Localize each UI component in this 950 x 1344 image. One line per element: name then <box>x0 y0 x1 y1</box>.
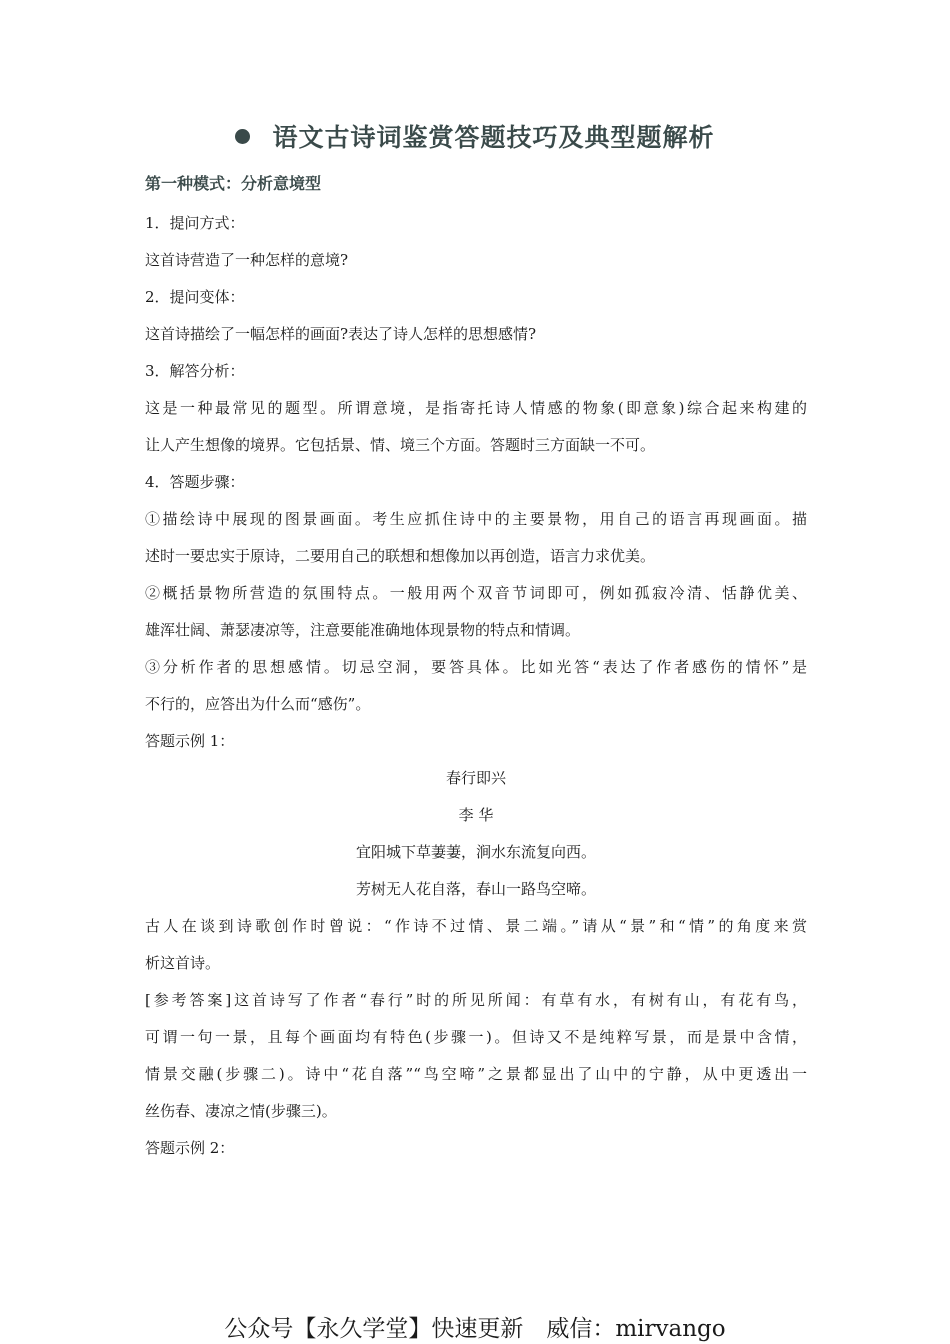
answer-analysis-text: 让人产生想像的境界。它包括景、情、境三个方面。答题时三方面缺一不可。 <box>145 436 656 454</box>
step-three-text: ③分析作者的思想感情。切忌空洞，要答具体。比如光答“表达了作者感伤的情怀”是 <box>145 658 807 676</box>
section-heading: 第一种模式：分析意境型 <box>145 174 322 193</box>
example-question-text: 古人在谈到诗歌创作时曾说：“作诗不过情、景二端。”请从“景”和“情”的角度来赏 <box>145 917 807 935</box>
document-title-text: 语文古诗词鉴赏答题技巧及典型题解析 <box>272 123 715 152</box>
answer-analysis-text: 这是一种最常见的题型。所谓意境，是指寄托诗人情感的物象(即意象)综合起来构建的 <box>145 399 807 417</box>
step-two-text: ②概括景物所营造的氛围特点。一般用两个双音节词即可，例如孤寂冷清、恬静优美、 <box>145 584 807 602</box>
reference-answer-text: 丝伤春、凄凉之情(步骤三)。 <box>145 1102 337 1120</box>
question-variant-text: 这首诗描绘了一幅怎样的画面?表达了诗人怎样的思想感情? <box>145 325 537 343</box>
reference-answer-text: 情景交融(步骤二)。诗中“花自落”“鸟空啼”之景都显出了山中的宁静，从中更透出一 <box>145 1065 807 1083</box>
poem-line: 芳树无人花自落，春山一路鸟空啼。 <box>355 880 596 898</box>
bullet-icon <box>235 129 250 144</box>
poem-title: 春行即兴 <box>445 769 506 787</box>
example-one-label: 答题示例 1： <box>145 732 235 750</box>
reference-answer-text: 可谓一句一景，且每个画面均有特色(步骤一)。但诗又不是纯粹写景，而是景中含情， <box>145 1028 807 1046</box>
question-style-label: 1．提问方式： <box>145 214 245 232</box>
answer-steps-label: 4．答题步骤： <box>145 473 245 491</box>
document-title <box>0 118 950 154</box>
question-style-text: 这首诗营造了一种怎样的意境? <box>145 251 349 269</box>
footer-watermark: 公众号【永久学堂】快速更新 威信：mirvango <box>224 1316 726 1342</box>
reference-answer-text: [参考答案]这首诗写了作者“春行”时的所见所闻：有草有水，有树有山，有花有鸟， <box>145 991 807 1009</box>
step-two-text: 雄浑壮阔、萧瑟凄凉等，注意要能准确地体现景物的特点和情调。 <box>145 621 581 639</box>
answer-analysis-label: 3．解答分析： <box>145 362 245 380</box>
poem-line: 宜阳城下草萋萋，涧水东流复向西。 <box>355 843 596 861</box>
step-one-text: 述时一要忠实于原诗，二要用自己的联想和想像加以再创造，语言力求优美。 <box>145 547 656 565</box>
step-three-text: 不行的，应答出为什么而“感伤”。 <box>145 695 371 713</box>
step-one-text: ①描绘诗中展现的图景画面。考生应抓住诗中的主要景物，用自己的语言再现画面。描 <box>145 510 807 528</box>
document-body <box>145 168 807 1167</box>
poem-author: 李 华 <box>458 806 494 824</box>
example-question-text: 析这首诗。 <box>145 954 221 972</box>
question-variant-label: 2．提问变体： <box>145 288 245 306</box>
example-two-label: 答题示例 2： <box>145 1139 235 1157</box>
